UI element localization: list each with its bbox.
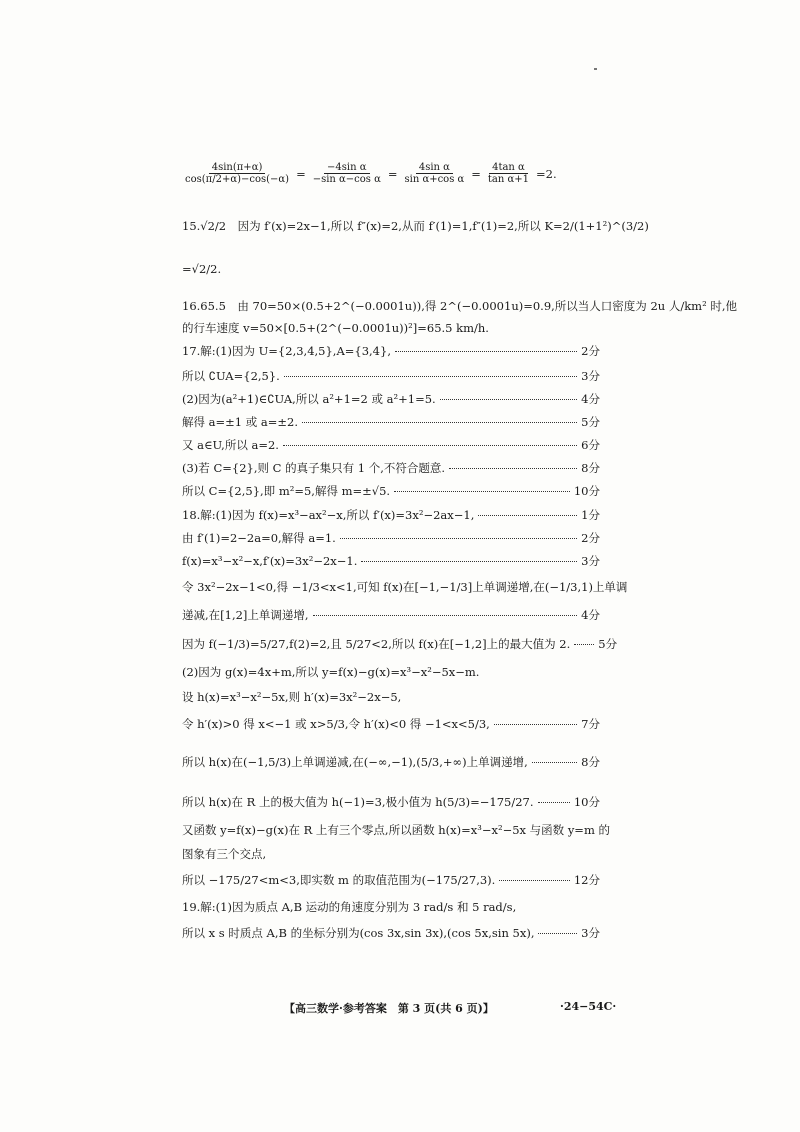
line-text: 所以 ∁UA={2,5}. (182, 369, 280, 383)
fraction-1: $\frac{4\sin(\pi+\alpha)}{\cos(\pi/2+\alpha)-\cos(-\alpha)}$ (185, 162, 290, 185)
answer-line (182, 822, 611, 838)
line-text: 解得 a=±1 或 a=±2. (182, 415, 299, 429)
answer-line (182, 553, 600, 569)
leader-dots (395, 351, 577, 352)
line-text: 令 h′(x)>0 得 x<−1 或 x>5/3,令 h′(x)<0 得 −1<x<5/3, (182, 717, 490, 731)
fraction-4: $\frac{\text{4tan α}}{\text{tan α+1}}$ (487, 162, 529, 185)
line-text: 的行车速度 v=50×[0.5+(2^(−0.0001u))²]=65.5 km/h. (182, 321, 489, 335)
line-text: 所以 h(x)在(−1,5/3)上单调递减,在(−∞,−1),(5/3,+∞)上单调递增, (182, 755, 528, 769)
answer-line (182, 579, 628, 595)
score-label: 2分 (581, 531, 600, 545)
line-text: 因为 f(−1/3)=5/27,f(2)=2,且 5/27<2,所以 f(x)在[−1,2]上的最大值为 2. (182, 637, 571, 651)
line-text: 所以 h(x)在 R 上的极大值为 h(−1)=3,极小值为 h(5/3)=−175/27. (182, 795, 534, 809)
line-text: 图象有三个交点, (182, 847, 267, 861)
answer-line (182, 754, 600, 770)
leader-dots (313, 615, 578, 616)
page-footer: 【高三数学·参考答案 第 3 页(共 6 页)】 (284, 1002, 494, 1015)
line-text: 由 f′(1)=2−2a=0,解得 a=1. (182, 531, 336, 545)
answer-line (182, 607, 600, 623)
line-text: (3)若 C={2},则 C 的真子集只有 1 个,不符合题意. (182, 461, 446, 475)
answer-line (182, 872, 600, 888)
top-formula: $\frac{4\sin(\pi+\alpha)}{\cos(\pi/2+\alpha)-\cos(-\alpha)}$ = $\frac{\text{−4sin α}}{\text{−sin α−cos α}}$ = $\frac{\text{4sin α}}{\text{sin α+cos α}}$ = $\frac{\text{4tan α}}{\text{tan α+1}}$ =2. (182, 162, 557, 185)
line-text: (2)因为 g(x)=4x+m,所以 y=f(x)−g(x)=x³−x²−5x−m. (182, 665, 480, 679)
leader-dots (532, 762, 577, 763)
leader-dots (494, 724, 577, 725)
answer-line (182, 343, 600, 359)
line-text: 令 3x²−2x−1<0,得 −1/3<x<1,可知 f(x)在[−1,−1/3]上单调递增,在(−1/3,1)上单调 (182, 580, 628, 594)
line-text: 19.解:(1)因为质点 A,B 运动的角速度分别为 3 rad/s 和 5 rad/s, (182, 900, 517, 914)
line-text: 15.√2/2 因为 f′(x)=2x−1,所以 f″(x)=2,从而 f′(1)=1,f″(1)=2,所以 K=2/(1+1²)^(3/2) (182, 219, 649, 233)
score-label: 3分 (581, 554, 600, 568)
answer-line (182, 414, 600, 430)
line-text: 17.解:(1)因为 U={2,3,4,5},A={3,4}, (182, 344, 391, 358)
answer-line (182, 507, 600, 523)
line-text: (2)因为(a²+1)∈∁UA,所以 a²+1=2 或 a²+1=5. (182, 392, 436, 406)
score-label: 7分 (581, 717, 600, 731)
score-label: 10分 (573, 795, 600, 809)
answer-line (182, 298, 737, 314)
leader-dots (340, 538, 577, 539)
answer-line (182, 368, 600, 384)
score-label: 10分 (573, 484, 600, 498)
score-label: 8分 (581, 755, 600, 769)
leader-dots (499, 880, 570, 881)
score-label: 8分 (581, 461, 600, 475)
line-text: 所以 C={2,5},即 m²=5,解得 m=±√5. (182, 484, 391, 498)
answer-line (182, 437, 600, 453)
answer-line (182, 391, 600, 407)
line-text: =√2/2. (182, 262, 222, 276)
scan-speck (594, 68, 597, 70)
leader-dots (284, 376, 577, 377)
line-text: 又 a∈U,所以 a=2. (182, 438, 279, 452)
line-text: 设 h(x)=x³−x²−5x,则 h′(x)=3x²−2x−5, (182, 690, 402, 704)
score-label: 5分 (581, 415, 600, 429)
answer-line (182, 689, 600, 705)
line-text: 18.解:(1)因为 f(x)=x³−ax²−x,所以 f′(x)=3x²−2ax−1, (182, 508, 475, 522)
leader-dots (283, 445, 577, 446)
answer-line (182, 716, 600, 732)
line-text: 所以 −175/27<m<3,即实数 m 的取值范围为(−175/27,3). (182, 873, 496, 887)
line-text: 所以 x s 时质点 A,B 的坐标分别为(cos 3x,sin 3x),(cos 5x,sin 5x), (182, 926, 535, 940)
leader-dots (538, 933, 577, 934)
leader-dots (574, 644, 594, 645)
leader-dots (440, 399, 577, 400)
answer-line (182, 925, 600, 941)
answer-line (182, 664, 600, 680)
score-label: 2分 (581, 344, 600, 358)
score-label: 12分 (573, 873, 600, 887)
answer-line (182, 483, 600, 499)
score-label: 6分 (581, 438, 600, 452)
answer-line (182, 794, 600, 810)
score-label: 1分 (581, 508, 600, 522)
leader-dots (361, 561, 577, 562)
fraction-2: $\frac{\text{−4sin α}}{\text{−sin α−cos α}}$ (312, 162, 381, 185)
answer-line (182, 899, 600, 915)
score-label: 4分 (581, 392, 600, 406)
score-label: 3分 (581, 926, 600, 940)
fraction-3: $\frac{\text{4sin α}}{\text{sin α+cos α}}$ (404, 162, 465, 185)
leader-dots (302, 422, 577, 423)
leader-dots (478, 515, 577, 516)
leader-dots (538, 802, 570, 803)
score-label: 5分 (598, 637, 618, 651)
answer-line (182, 636, 618, 652)
score-label: 3分 (581, 369, 600, 383)
answer-line (182, 320, 600, 336)
page-code: ·24−54C· (560, 1000, 617, 1013)
answer-line (182, 846, 600, 862)
answer-line (182, 218, 649, 234)
line-text: 16.65.5 由 70=50×(0.5+2^(−0.0001u)),得 2^(−0.0001u)=0.9,所以当人口密度为 2u 人/km² 时,他 (182, 299, 737, 313)
line-text: f(x)=x³−x²−x,f′(x)=3x²−2x−1. (182, 554, 358, 568)
line-text: 递减,在[1,2]上单调递增, (182, 608, 309, 622)
answer-line (182, 460, 600, 476)
leader-dots (394, 491, 570, 492)
line-text: 又函数 y=f(x)−g(x)在 R 上有三个零点,所以函数 h(x)=x³−x²−5x 与函数 y=m 的 (182, 823, 611, 837)
answer-line (182, 262, 600, 276)
leader-dots (449, 468, 577, 469)
answer-line (182, 530, 600, 546)
score-label: 4分 (581, 608, 600, 622)
